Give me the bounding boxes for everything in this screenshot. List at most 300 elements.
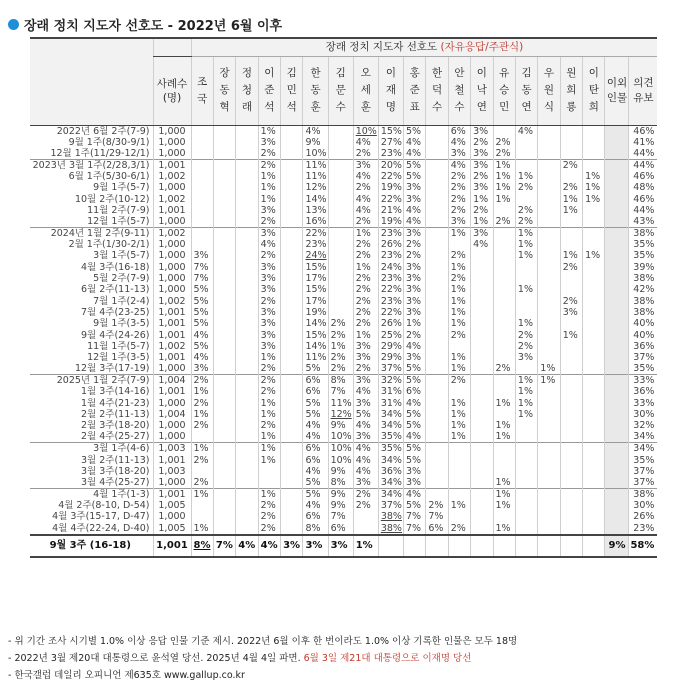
table-row xyxy=(30,398,657,409)
row-value xyxy=(560,227,582,239)
row-value: 4% xyxy=(353,466,378,477)
row-value xyxy=(583,352,605,363)
row-value: 1% xyxy=(515,409,537,420)
row-value xyxy=(426,284,448,295)
row-value: 1% xyxy=(448,262,470,273)
row-value: 34% xyxy=(378,409,403,420)
table-row xyxy=(30,216,657,228)
header-candidate-14 xyxy=(515,56,537,125)
row-period: 7월 1주(2-4) xyxy=(93,295,150,307)
row-value xyxy=(213,205,235,216)
row-period: 12월 1주(5-7) xyxy=(87,215,150,227)
row-period: 10월 2주(10-12) xyxy=(74,193,150,205)
candidate-name: 김문수 xyxy=(335,67,346,113)
row-value xyxy=(448,511,470,522)
table-row xyxy=(30,284,657,295)
row-value xyxy=(538,352,560,363)
table-row xyxy=(30,171,657,182)
row-value: 31% xyxy=(378,398,403,409)
row-value xyxy=(426,375,448,387)
row-value xyxy=(353,511,378,522)
row-value xyxy=(426,329,448,340)
row-value: 1% xyxy=(583,193,605,204)
row-value: 2% xyxy=(258,375,280,387)
row-opinion: 43% xyxy=(629,216,657,228)
row-value xyxy=(538,171,560,182)
row-other xyxy=(605,443,629,455)
row-value xyxy=(281,500,303,511)
row-value: 29% xyxy=(378,341,403,352)
header-other xyxy=(605,56,629,125)
row-opinion: 38% xyxy=(629,307,657,318)
row-value: 2% xyxy=(353,307,378,318)
latest-value: 4% xyxy=(258,535,280,557)
row-value: 5% xyxy=(403,125,425,137)
row-value: 1% xyxy=(448,227,470,239)
row-value xyxy=(213,262,235,273)
row-value: 1% xyxy=(515,227,537,239)
row-value: 3% xyxy=(258,307,280,318)
row-value xyxy=(213,227,235,239)
row-value xyxy=(493,318,515,329)
row-sample: 1,003 xyxy=(153,466,191,477)
latest-value: 3% xyxy=(281,535,303,557)
latest-value xyxy=(403,535,425,557)
row-value xyxy=(426,239,448,250)
row-value: 5% xyxy=(403,500,425,511)
row-value xyxy=(213,182,235,193)
row-value xyxy=(583,216,605,228)
row-value: 4% xyxy=(303,431,328,443)
row-value: 1% xyxy=(560,250,582,261)
row-value: 1% xyxy=(258,352,280,363)
row-value xyxy=(236,182,258,193)
table-row xyxy=(30,409,657,420)
row-value xyxy=(426,159,448,171)
row-value: 3% xyxy=(448,148,470,160)
latest-value: 3% xyxy=(328,535,353,557)
row-value: 6% xyxy=(303,386,328,397)
row-value: 3% xyxy=(560,307,582,318)
row-value: 17% xyxy=(303,273,328,284)
row-value: 24% xyxy=(303,250,328,261)
row-value xyxy=(213,352,235,363)
table-row xyxy=(30,250,657,261)
row-value xyxy=(560,125,582,137)
row-value: 4% xyxy=(303,500,328,511)
row-value xyxy=(213,307,235,318)
row-value: 22% xyxy=(378,307,403,318)
row-value xyxy=(583,137,605,148)
row-value: 2% xyxy=(403,250,425,261)
row-value xyxy=(426,182,448,193)
row-value xyxy=(328,137,353,148)
row-value: 5% xyxy=(403,454,425,465)
row-other xyxy=(605,375,629,387)
row-value xyxy=(560,171,582,182)
row-value xyxy=(583,341,605,352)
row-value xyxy=(493,352,515,363)
row-value xyxy=(426,227,448,239)
row-value xyxy=(281,216,303,228)
row-value: 1% xyxy=(258,409,280,420)
row-value xyxy=(538,523,560,535)
row-value xyxy=(583,318,605,329)
row-sample: 1,001 xyxy=(153,329,191,340)
row-value xyxy=(583,159,605,171)
row-value: 24% xyxy=(378,262,403,273)
row-value xyxy=(281,329,303,340)
row-value xyxy=(236,193,258,204)
row-value xyxy=(448,386,470,397)
header-sample xyxy=(153,56,191,125)
row-value xyxy=(560,500,582,511)
row-other xyxy=(605,250,629,261)
row-value xyxy=(236,262,258,273)
footnotes xyxy=(8,633,517,684)
row-period: 3월 3주(18-20) xyxy=(81,465,150,477)
row-period: 1월 4주(21-23) xyxy=(81,397,150,409)
row-value: 2% xyxy=(353,284,378,295)
row-period: 4월 3주(16-18) xyxy=(81,261,150,273)
header-candidate-0 xyxy=(191,56,213,125)
table-row xyxy=(30,375,657,387)
candidate-name: 조국 xyxy=(197,75,208,105)
row-value: 1% xyxy=(493,420,515,431)
row-value: 5% xyxy=(303,477,328,489)
row-value xyxy=(258,466,280,477)
row-value: 21% xyxy=(378,205,403,216)
row-value: 1% xyxy=(448,409,470,420)
row-value xyxy=(328,227,353,239)
row-value: 5% xyxy=(403,443,425,455)
row-value xyxy=(281,489,303,501)
row-value: 1% xyxy=(493,477,515,489)
row-value xyxy=(213,409,235,420)
row-other xyxy=(605,523,629,535)
row-value: 1% xyxy=(493,398,515,409)
row-value: 1% xyxy=(403,318,425,329)
row-sample: 1,000 xyxy=(153,511,191,522)
row-value: 4% xyxy=(191,352,213,363)
row-sample: 1,000 xyxy=(153,182,191,193)
row-value: 1% xyxy=(493,193,515,204)
row-value: 3% xyxy=(258,329,280,340)
latest-period: 9월 3주 (16-18) xyxy=(30,535,153,557)
row-opinion: 44% xyxy=(629,148,657,160)
row-opinion: 23% xyxy=(629,523,657,535)
row-sample: 1,000 xyxy=(153,477,191,489)
row-opinion: 37% xyxy=(629,352,657,363)
row-period: 11월 2주(7-9) xyxy=(87,204,150,216)
row-value: 4% xyxy=(403,398,425,409)
header-corner xyxy=(30,38,153,125)
row-value xyxy=(515,489,537,501)
row-value: 4% xyxy=(353,386,378,397)
row-value: 3% xyxy=(403,262,425,273)
row-value xyxy=(471,352,493,363)
row-value xyxy=(515,466,537,477)
row-value: 7% xyxy=(403,523,425,535)
row-value xyxy=(236,466,258,477)
row-value xyxy=(213,363,235,375)
row-value xyxy=(213,216,235,228)
row-value: 2% xyxy=(328,363,353,375)
table-row xyxy=(30,341,657,352)
row-value xyxy=(281,295,303,306)
row-value: 2% xyxy=(258,420,280,431)
latest-value xyxy=(538,535,560,557)
candidate-name: 안철수 xyxy=(454,67,465,113)
row-value xyxy=(583,511,605,522)
row-value: 23% xyxy=(378,227,403,239)
row-value xyxy=(538,250,560,261)
row-other xyxy=(605,363,629,375)
row-value: 2% xyxy=(258,148,280,160)
row-value xyxy=(328,273,353,284)
row-value xyxy=(281,409,303,420)
row-value: 5% xyxy=(403,363,425,375)
row-period: 9월 4주(24-26) xyxy=(81,329,150,341)
table-row xyxy=(30,466,657,477)
row-value: 4% xyxy=(353,454,378,465)
row-value xyxy=(236,148,258,160)
row-value: 5% xyxy=(403,159,425,171)
row-value xyxy=(560,466,582,477)
row-value xyxy=(191,239,213,250)
row-value xyxy=(538,216,560,228)
row-value: 11% xyxy=(303,159,328,171)
row-other xyxy=(605,125,629,137)
row-value xyxy=(191,171,213,182)
row-value: 1% xyxy=(448,431,470,443)
row-value: 32% xyxy=(378,375,403,387)
row-value: 3% xyxy=(191,363,213,375)
row-sample: 1,001 xyxy=(153,352,191,363)
row-value: 15% xyxy=(303,329,328,340)
row-value xyxy=(281,523,303,535)
row-other xyxy=(605,500,629,511)
latest-value: 4% xyxy=(236,535,258,557)
row-value: 3% xyxy=(353,431,378,443)
row-value: 9% xyxy=(328,420,353,431)
row-value xyxy=(583,329,605,340)
latest-value xyxy=(515,535,537,557)
latest-other: 9% xyxy=(605,535,629,557)
row-value xyxy=(328,295,353,306)
row-value: 1% xyxy=(448,500,470,511)
row-value xyxy=(426,205,448,216)
row-value: 3% xyxy=(353,477,378,489)
row-period: 3월 1주(4-6) xyxy=(30,443,153,455)
row-value: 2% xyxy=(258,511,280,522)
row-value: 2% xyxy=(448,375,470,387)
row-value: 4% xyxy=(403,489,425,501)
row-value xyxy=(560,454,582,465)
row-value xyxy=(213,454,235,465)
row-value: 2% xyxy=(353,273,378,284)
row-value xyxy=(538,466,560,477)
row-value: 19% xyxy=(303,307,328,318)
row-value xyxy=(538,182,560,193)
row-sample: 1,002 xyxy=(153,341,191,352)
row-value: 4% xyxy=(403,216,425,228)
row-value: 2% xyxy=(448,273,470,284)
candidate-name: 홍준표 xyxy=(409,67,420,113)
row-value xyxy=(583,239,605,250)
row-other xyxy=(605,205,629,216)
row-value: 38% xyxy=(378,511,403,522)
row-value xyxy=(281,125,303,137)
row-sample: 1,000 xyxy=(153,125,191,137)
row-value xyxy=(426,262,448,273)
row-value: 22% xyxy=(378,284,403,295)
row-value: 1% xyxy=(493,489,515,501)
row-value xyxy=(560,431,582,443)
row-period: 2월 1주(1/30-2/1) xyxy=(68,239,150,251)
row-value: 3% xyxy=(515,352,537,363)
row-value: 35% xyxy=(378,443,403,455)
row-value: 38% xyxy=(378,523,403,535)
row-value: 2% xyxy=(471,171,493,182)
row-value xyxy=(281,193,303,204)
row-value xyxy=(560,409,582,420)
row-sample: 1,001 xyxy=(153,489,191,501)
row-value xyxy=(583,409,605,420)
row-other xyxy=(605,295,629,306)
row-value xyxy=(583,273,605,284)
candidate-name: 장동혁 xyxy=(219,67,230,113)
latest-value xyxy=(493,535,515,557)
row-value: 4% xyxy=(258,239,280,250)
row-value: 5% xyxy=(191,341,213,352)
latest-value: 3% xyxy=(303,535,328,557)
row-period: 4월 4주(22-24, D-40) xyxy=(52,522,150,534)
row-value xyxy=(236,307,258,318)
row-value xyxy=(328,159,353,171)
row-value xyxy=(583,420,605,431)
row-value: 4% xyxy=(303,420,328,431)
row-value xyxy=(236,477,258,489)
row-value xyxy=(560,420,582,431)
row-value: 3% xyxy=(258,137,280,148)
row-value xyxy=(538,454,560,465)
row-value xyxy=(471,466,493,477)
row-value xyxy=(236,431,258,443)
row-opinion: 37% xyxy=(629,466,657,477)
row-value xyxy=(281,137,303,148)
row-value xyxy=(281,443,303,455)
row-value: 3% xyxy=(353,159,378,171)
row-value: 6% xyxy=(328,523,353,535)
header-candidate-6 xyxy=(328,56,353,125)
row-value xyxy=(515,148,537,160)
row-value xyxy=(191,205,213,216)
row-value: 2% xyxy=(403,239,425,250)
row-period: 1월 3주(14-16) xyxy=(81,386,150,398)
row-value: 1% xyxy=(515,284,537,295)
row-period: 9월 1주(5-7) xyxy=(93,182,150,194)
row-value: 2% xyxy=(515,216,537,228)
row-other xyxy=(605,511,629,522)
row-period: 12월 1주(3-5) xyxy=(87,352,150,364)
header-blank xyxy=(153,38,191,56)
row-opinion: 32% xyxy=(629,420,657,431)
row-value: 5% xyxy=(403,409,425,420)
row-value: 4% xyxy=(191,329,213,340)
row-value: 3% xyxy=(258,262,280,273)
row-value xyxy=(191,431,213,443)
row-value xyxy=(328,239,353,250)
row-value: 23% xyxy=(378,148,403,160)
row-value xyxy=(426,273,448,284)
row-period: 2024년 1월 2주(9-11) xyxy=(30,227,153,239)
row-value: 2% xyxy=(353,489,378,501)
row-value xyxy=(426,250,448,261)
row-value: 10% xyxy=(328,443,353,455)
candidate-name: 원희룡 xyxy=(566,67,577,113)
row-value xyxy=(538,511,560,522)
row-value xyxy=(583,386,605,397)
candidate-name: 이낙연 xyxy=(476,67,487,113)
row-value xyxy=(538,284,560,295)
row-value xyxy=(191,216,213,228)
row-period: 3월 2주(11-13) xyxy=(81,454,150,466)
row-value xyxy=(426,352,448,363)
row-value: 5% xyxy=(191,318,213,329)
row-value: 4% xyxy=(353,193,378,204)
row-value xyxy=(538,431,560,443)
row-value xyxy=(493,511,515,522)
row-other xyxy=(605,307,629,318)
table-row xyxy=(30,420,657,431)
row-value xyxy=(281,284,303,295)
row-value xyxy=(213,318,235,329)
row-value: 5% xyxy=(353,409,378,420)
row-period: 2025년 1월 2주(7-9) xyxy=(30,375,153,387)
row-value xyxy=(538,227,560,239)
row-value: 11% xyxy=(303,352,328,363)
table-row xyxy=(30,329,657,340)
row-value xyxy=(493,205,515,216)
row-value xyxy=(281,375,303,387)
row-value: 6% xyxy=(303,511,328,522)
row-value: 2% xyxy=(403,329,425,340)
row-other xyxy=(605,420,629,431)
row-value: 26% xyxy=(378,239,403,250)
row-value: 3% xyxy=(258,284,280,295)
row-value xyxy=(213,329,235,340)
row-value: 4% xyxy=(403,341,425,352)
row-sample: 1,000 xyxy=(153,273,191,284)
row-value: 12% xyxy=(303,182,328,193)
row-value xyxy=(426,386,448,397)
row-value xyxy=(426,454,448,465)
row-value: 1% xyxy=(515,398,537,409)
row-value xyxy=(236,523,258,535)
row-value xyxy=(538,329,560,340)
row-period: 11월 1주(5-7) xyxy=(87,340,150,352)
row-value xyxy=(426,307,448,318)
row-opinion: 38% xyxy=(629,227,657,239)
row-sample: 1,001 xyxy=(153,318,191,329)
row-value: 6% xyxy=(303,443,328,455)
note-2 xyxy=(8,650,517,667)
row-value xyxy=(426,193,448,204)
row-value xyxy=(583,489,605,501)
table-row xyxy=(30,227,657,239)
row-value xyxy=(426,409,448,420)
